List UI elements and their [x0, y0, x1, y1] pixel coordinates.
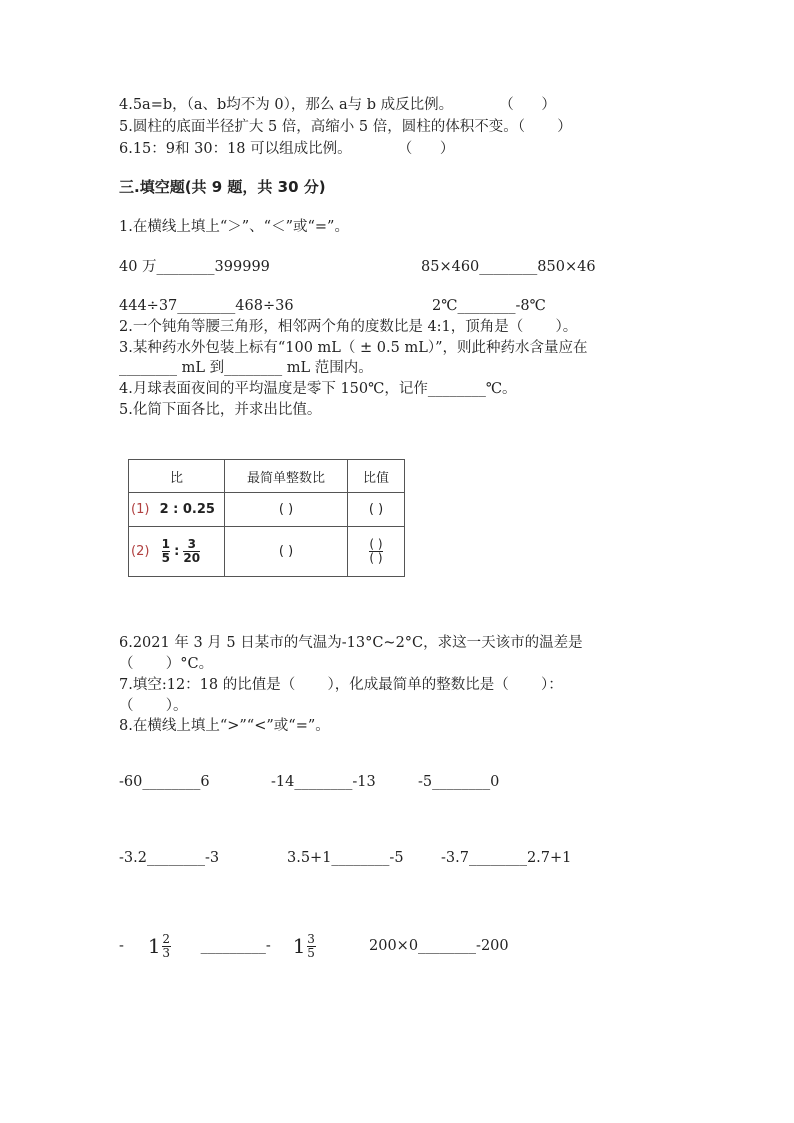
numerator: 2: [162, 931, 170, 946]
mixed-whole: 1: [292, 934, 306, 958]
q1-row2-left: 444÷37________468÷36: [119, 298, 294, 314]
table-header-value: 比值: [348, 460, 405, 493]
q8-r2-a: -3.2________-3: [119, 850, 220, 866]
value-fraction: [369, 538, 382, 565]
table-row: [129, 493, 405, 527]
q1-text: 1.在横线上填上“＞”、“＜”或“=”。: [119, 219, 349, 235]
q2-text: 2.一个钝角等腰三角形，相邻两个角的度数比是 4:1，顶角是（ ）。: [119, 319, 578, 335]
row-label: (2): [131, 544, 150, 559]
q8-text: 8.在横线上填上“>”“<”或“=”。: [119, 718, 330, 734]
numerator: 3: [187, 537, 196, 551]
denominator: 5: [307, 945, 315, 960]
table-cell-ratio: [129, 527, 225, 577]
ratio-value: 2 : 0.25: [159, 502, 215, 517]
q8-r1-c: -5________0: [418, 774, 500, 790]
judge-item-6: 6.15：9和 30：18 可以组成比例。 （ ）: [119, 141, 455, 157]
q1-row2-right: 2℃________-8℃: [432, 298, 546, 314]
q1-row1-right: 85×460________850×46: [421, 259, 596, 275]
answer-blank[interactable]: ( ): [225, 493, 348, 527]
mixed-whole: 1: [147, 934, 161, 958]
q5-text: 5.化简下面各比，并求出比值。: [119, 402, 322, 418]
q3-line2: ________ mL 到________ mL 范围内。: [119, 360, 373, 376]
table-header-ratio: 比: [129, 460, 225, 493]
q8-r1-b: -14________-13: [271, 774, 376, 790]
q4-text: 4.月球表面夜间的平均温度是零下 150℃，记作________℃。: [119, 381, 517, 397]
fraction-3-20: [183, 538, 200, 565]
numerator: 1: [161, 537, 170, 551]
q7-line1: 7.填空:12：18 的比值是（ ），化成最简单的整数比是（ ）：: [119, 677, 563, 693]
q8-r2-b: 3.5+1________-5: [287, 850, 404, 866]
blank-line: _________-: [200, 938, 271, 954]
judge-item-4: 4.5a=b，（a、b均不为 0），那么 a与 b 成反比例。 （ ）: [119, 97, 556, 113]
numerator: 3: [307, 931, 315, 946]
answer-blank[interactable]: ( ): [225, 527, 348, 577]
table-header-simplest: 最简单整数比: [225, 460, 348, 493]
ratio-table: [128, 459, 405, 577]
answer-fraction-blank[interactable]: [348, 527, 405, 577]
table-row: [129, 527, 405, 577]
q1-row1-left: 40 万________399999: [119, 259, 270, 275]
numerator: ( ): [369, 537, 383, 551]
fraction-ratio: $\frac{1}{5}$ : $\frac{3}{20}$: [161, 537, 201, 565]
mixed-fraction: [162, 933, 171, 960]
q8-r1-a: -60________6: [119, 774, 210, 790]
denominator: 3: [162, 945, 170, 960]
denominator: 20: [183, 551, 201, 565]
q3-line1: 3.某种药水外包装上标有“100 mL（ ± 0.5 mL）”，则此种药水含量应在: [119, 340, 588, 356]
q8-r3-right: 200×0________-200: [369, 938, 509, 954]
row-label: (1): [131, 502, 150, 517]
fraction-1-5: [162, 538, 170, 565]
q6-line1: 6.2021 年 3 月 5 日某市的气温为-13°C~2°C，求这一天该市的温差是: [119, 635, 583, 651]
q8-r2-c: -3.7________2.7+1: [441, 850, 572, 866]
q7-line2: （ ）。: [119, 698, 188, 714]
minus-sign: -: [119, 938, 124, 954]
table-cell-ratio: [129, 493, 225, 527]
answer-blank[interactable]: ( ): [348, 493, 405, 527]
mixed-fraction: [307, 933, 316, 960]
denominator: ( ): [369, 551, 383, 565]
q8-r3-left: [119, 930, 316, 962]
judge-item-5: 5.圆柱的底面半径扩大 5 倍，高缩小 5 倍，圆柱的体积不变。（ ）: [119, 119, 572, 135]
q6-line2: （ ）°C。: [119, 656, 214, 672]
section-title: 三.填空题(共 9 题，共 30 分): [119, 178, 326, 196]
denominator: 5: [161, 551, 170, 565]
